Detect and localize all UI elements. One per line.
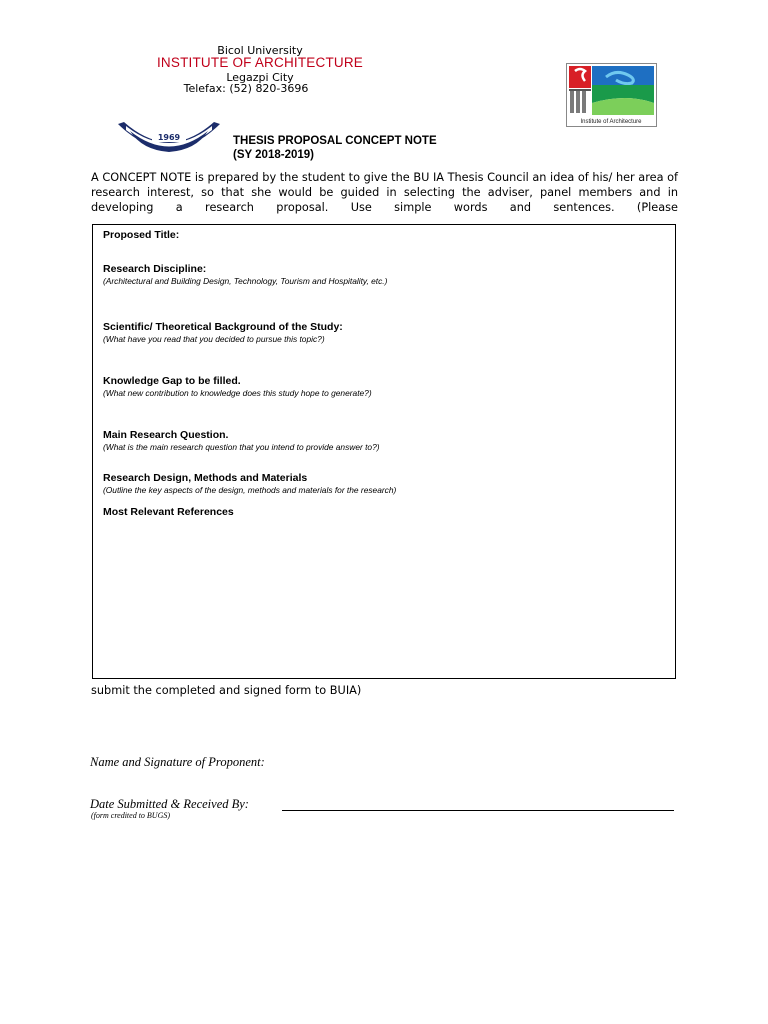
concept-note-form bbox=[92, 224, 676, 679]
field-background-label: Scientific/ Theoretical Background of the Study: bbox=[103, 321, 343, 333]
field-research-design-hint: (Outline the key aspects of the design, methods and materials for the research) bbox=[103, 485, 397, 495]
institute-name: INSTITUTE OF ARCHITECTURE bbox=[156, 55, 363, 70]
seal-year: 1969 bbox=[157, 133, 181, 142]
field-knowledge-gap-label: Knowledge Gap to be filled. bbox=[103, 375, 241, 387]
form-credit-note: (form credited to BUGS) bbox=[91, 811, 171, 820]
intro-paragraph: A CONCEPT NOTE is prepared by the student to give the BU IA Thesis Council an idea of his/ her area of research interest, so that she would be guided in selecting the adviser, panel members and in developing a research proposal. Use simple words and sentences. (Please bbox=[91, 171, 678, 214]
field-research-question-hint: (What is the main research question that you intend to provide answer to?) bbox=[103, 442, 380, 452]
field-references-label: Most Relevant References bbox=[103, 506, 234, 518]
university-name: Bicol University bbox=[217, 44, 303, 57]
ia-logo-caption: Institute of Architecture bbox=[580, 119, 642, 125]
proponent-signature-label: Name and Signature of Proponent: bbox=[90, 755, 265, 769]
form-title: THESIS PROPOSAL CONCEPT NOTE bbox=[233, 135, 437, 147]
field-background-hint: (What have you read that you decided to pursue this topic?) bbox=[103, 334, 325, 344]
signature-line bbox=[282, 810, 674, 811]
institute-architecture-logo bbox=[566, 63, 657, 127]
city-name: Legazpi City bbox=[226, 71, 294, 84]
telefax: Telefax: (52) 820-3696 bbox=[183, 82, 309, 95]
field-knowledge-gap-hint: (What new contribution to knowledge does this study hope to generate?) bbox=[103, 388, 372, 398]
submit-instruction: submit the completed and signed form to BUIA) bbox=[91, 684, 362, 697]
field-proposed-title-label: Proposed Title: bbox=[103, 229, 180, 241]
date-submitted-label: Date Submitted & Received By: bbox=[90, 797, 249, 811]
field-research-discipline-label: Research Discipline: bbox=[103, 263, 207, 275]
field-research-design-label: Research Design, Methods and Materials bbox=[103, 472, 308, 484]
university-seal-logo bbox=[116, 112, 222, 158]
field-research-question-label: Main Research Question. bbox=[103, 429, 229, 441]
school-year: (SY 2018-2019) bbox=[233, 149, 314, 161]
field-research-discipline-hint: (Architectural and Building Design, Technology, Tourism and Hospitality, etc.) bbox=[103, 276, 388, 286]
